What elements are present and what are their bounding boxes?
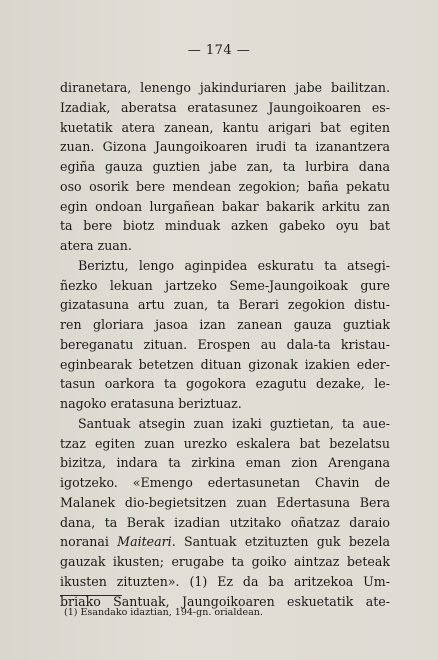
text-line: diranetara, lenengo jakinduriaren jabe bailitzan. xyxy=(60,80,390,95)
text-line: dana, ta Berak izadian utzitako oñatzaz daraio xyxy=(60,514,390,530)
text-line: atera zuan. xyxy=(60,238,132,253)
text-line: gauzak ikusten; erugabe ta goiko aintzaz beteak xyxy=(60,554,390,569)
text-line: oso osorik bere mendean zegokion; baña pekatu xyxy=(60,178,390,194)
text-line: Beriztu, lengo aginpidea eskuratu ta atsegi- xyxy=(78,257,390,273)
text-line: ren gloriara jasoa izan zanean gauza guztiak xyxy=(60,317,390,332)
text-line: ikusten zituzten». (1) Ez da ba aritzekoa Um- xyxy=(60,573,390,589)
text-line: tzaz egiten zuan urezko eskalera bat bezelatsu xyxy=(60,435,390,451)
text-line: nagoko eratasuna beriztuaz. xyxy=(60,396,242,411)
text-line: noranai Maiteari. Santuak etzituzten guk bezela xyxy=(60,534,390,550)
text-line: Malanek dio-begietsitzen zuan Edertasuna Bera xyxy=(60,494,390,510)
text-line: eginbearak betetzen dituan gizonak izakien eder- xyxy=(60,356,390,372)
text-line: kuetatik atera zanean, kantu arigari bat egiten xyxy=(60,119,390,135)
footnote-rule xyxy=(60,595,122,596)
page-number: — 174 — xyxy=(187,43,251,58)
text-line: Izadiak, aberatsa eratasunez Jaungoikoaren es- xyxy=(60,99,390,115)
text-line: egin ondoan lurgañean bakar bakarik arkitu zan xyxy=(60,198,390,214)
text-line: egiña gauza guztien jabe zan, ta lurbira dana xyxy=(60,159,390,174)
text-line: bereganatu zituan. Erospen au dala-ta kristau- xyxy=(60,336,390,352)
text-line: gizatasuna artu zuan, ta Berari zegokion distu- xyxy=(60,297,390,313)
footnote: (1) Esandako idaztian, 194-gn. orialdean. xyxy=(64,607,263,618)
emphasis: Maiteari xyxy=(117,534,172,550)
text-line: zuan. Gizona Jaungoikoaren irudi ta izanantzera xyxy=(60,139,390,155)
body-text xyxy=(60,78,390,611)
text-line: briako Santuak, Jaungoikoaren eskuetatik ate- xyxy=(60,593,390,609)
text-line: bizitza, indara ta zirkina eman zion Arengana xyxy=(60,455,390,471)
text-line: ta bere biotz minduak azken gabeko oyu bat xyxy=(60,218,390,234)
text-line: tasun oarkora ta gogokora ezagutu dezake, le- xyxy=(60,376,390,392)
text-line: Santuak atsegin zuan izaki guztietan, ta aue- xyxy=(78,415,390,431)
text-line: igotzeko. «Emengo edertasunetan Chavin de xyxy=(60,475,390,490)
text-line: ñezko lekuan jartzeko Seme-Jaungoikoak gure xyxy=(60,277,390,293)
